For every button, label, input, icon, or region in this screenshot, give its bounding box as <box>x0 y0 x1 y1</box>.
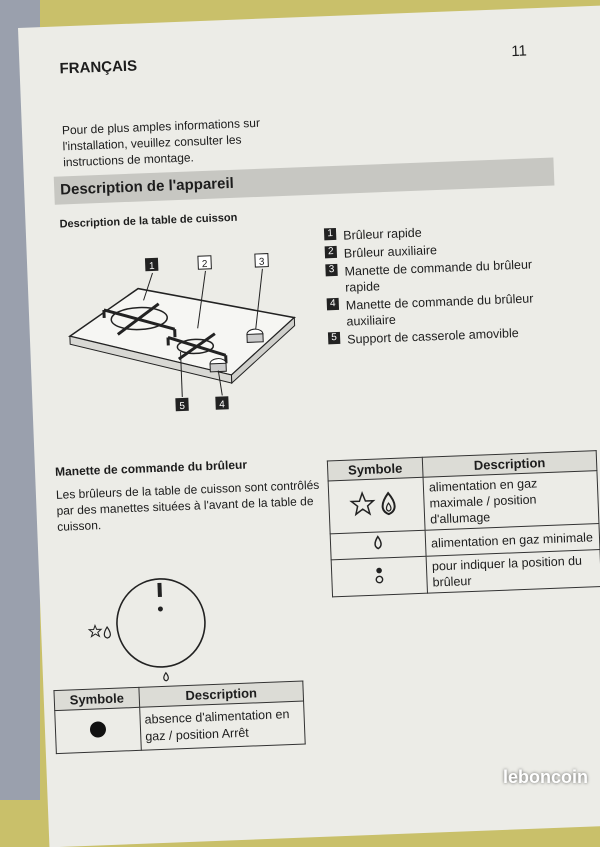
hob-diagram <box>56 232 303 421</box>
legend-text: Manette de commande du brûleur auxiliaire <box>345 291 534 329</box>
label-4: 4 <box>219 399 226 411</box>
section-title: Description de l'appareil <box>59 174 235 199</box>
table-header-description: Description <box>422 451 597 478</box>
position-dot <box>158 606 163 611</box>
label-3: 3 <box>258 256 265 268</box>
legend-text: Brûleur rapide <box>342 225 422 243</box>
knob-3-base <box>247 334 263 343</box>
intro-paragraph: Pour de plus amples informations sur l'installation, veuillez consulter les instructions de montage. <box>61 115 261 170</box>
label-2: 2 <box>201 258 208 271</box>
description-cell: alimentation en gaz maximale / position d'allumage <box>423 471 599 531</box>
burner-position-icon <box>369 564 390 587</box>
description-cell: absence d'alimentation en gaz / position Arrêt <box>140 701 306 750</box>
symbol-table <box>327 450 600 597</box>
hob-legend <box>324 219 569 350</box>
label-5: 5 <box>179 400 186 413</box>
knob-4-base <box>210 363 226 372</box>
page-number: 11 <box>510 42 528 61</box>
filled-circle-icon <box>88 719 109 740</box>
knob-indicator <box>157 583 162 597</box>
max-star-icon <box>89 625 101 636</box>
legend-text: Support de casserole amovible <box>346 326 519 347</box>
knob-section-text: Les brûleurs de la table de cuisson sont contrôlés par des manettes situées à l'avant de la table de cuisson. <box>55 477 320 534</box>
legend-number: 2 <box>325 246 337 258</box>
legend-number: 1 <box>324 228 336 240</box>
legend-number: 4 <box>327 298 339 310</box>
subsection-title: Description de la table de cuisson <box>59 211 238 231</box>
legend-text: Manette de commande du brûleur rapide <box>344 257 533 295</box>
symbol-cell <box>55 707 142 753</box>
table-header-description: Description <box>139 681 304 707</box>
symbol-cell <box>330 530 426 560</box>
legend-number: 5 <box>328 332 340 344</box>
symbol-cell <box>328 477 425 534</box>
legend-text: Brûleur auxiliaire <box>343 243 438 261</box>
max-gas-ignition-icon <box>346 488 407 520</box>
description-cell: alimentation en gaz minimale <box>425 524 600 557</box>
table-header-symbol: Symbole <box>327 457 423 481</box>
knob-diagram <box>78 540 234 696</box>
label-1: 1 <box>148 260 155 273</box>
legend-number: 3 <box>325 264 337 276</box>
table-row <box>55 701 305 754</box>
description-cell: pour indiquer la position du brûleur <box>426 550 600 594</box>
small-flame-icon <box>164 673 169 681</box>
symbol-table-off <box>53 681 305 755</box>
symbol-cell <box>331 556 427 597</box>
knob-section-title: Manette de commande du brûleur <box>54 457 248 479</box>
table-header-symbol: Symbole <box>54 687 140 710</box>
language-heading: FRANÇAIS <box>59 57 138 78</box>
manual-page <box>18 4 600 847</box>
large-flame-icon <box>104 627 110 638</box>
watermark: leboncoin <box>503 767 588 787</box>
flame-small-icon <box>368 533 389 554</box>
